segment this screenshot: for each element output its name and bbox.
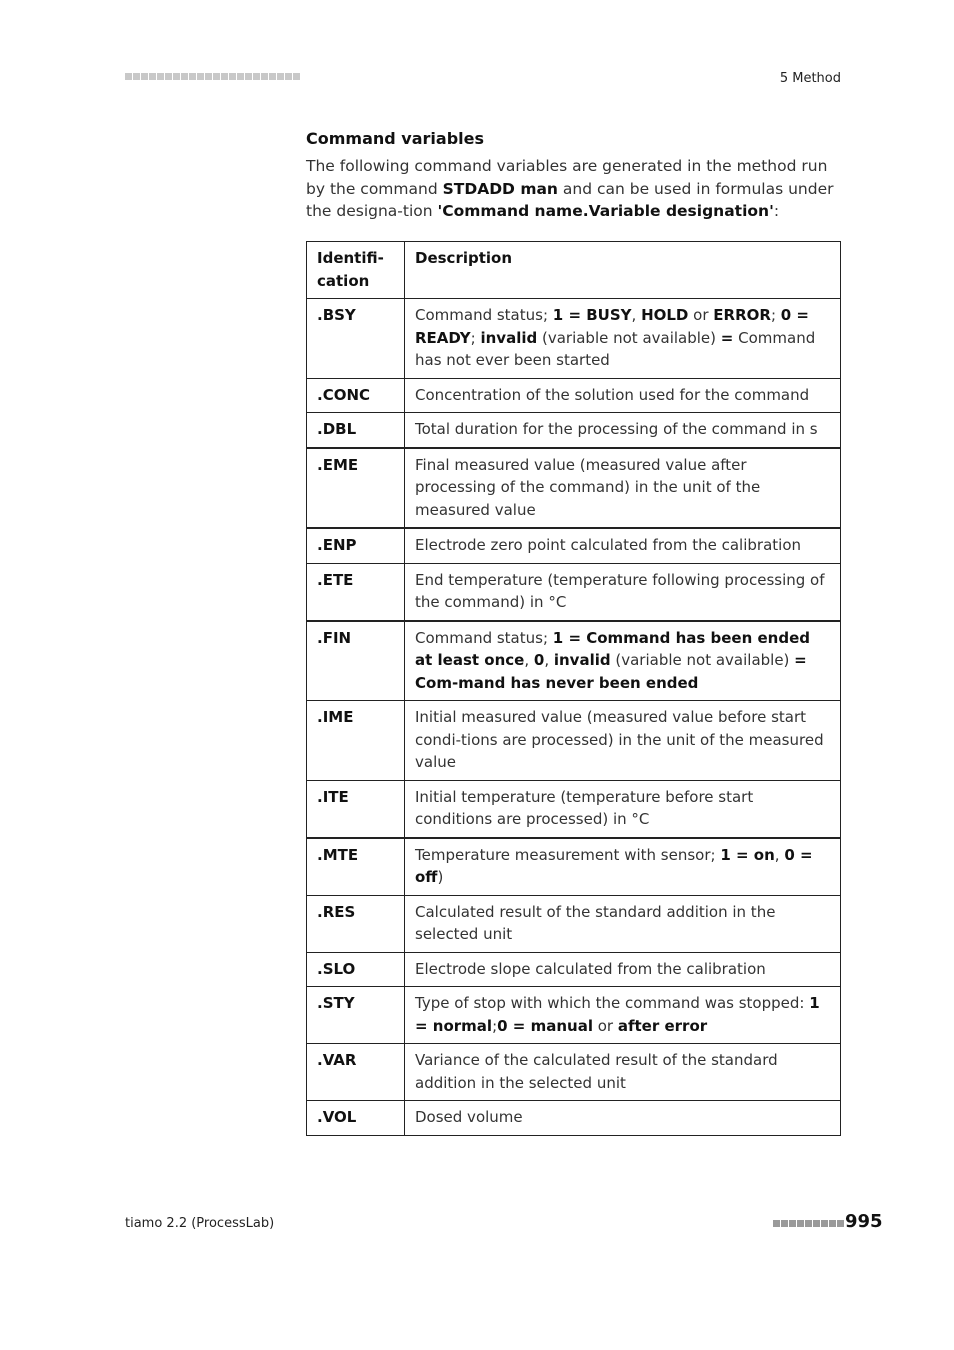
description-emphasis: 0 = manual <box>497 1016 593 1035</box>
table-row <box>307 780 841 838</box>
variable-id: .CONC <box>307 378 405 413</box>
description-emphasis: invalid <box>553 651 611 669</box>
variable-description <box>405 895 841 952</box>
variable-description <box>405 448 841 529</box>
table-row <box>307 838 841 896</box>
variable-id: .ETE <box>307 563 405 621</box>
variable-id: .RES <box>307 895 405 952</box>
variable-id: .IME <box>307 701 405 781</box>
variable-description <box>405 1101 841 1136</box>
variable-id: .ITE <box>307 780 405 838</box>
variable-id: .DBL <box>307 413 405 448</box>
description-text: or <box>592 1016 618 1035</box>
table-header-row <box>307 242 841 299</box>
intro-text: The following command variables are generated in the method run by the command <box>306 157 828 198</box>
variable-description <box>405 1044 841 1101</box>
variable-description <box>405 701 841 781</box>
variable-description <box>405 987 841 1044</box>
variable-description <box>405 780 841 838</box>
description-text: Concentration of the solution used for the command <box>415 385 810 404</box>
table-row <box>307 448 841 529</box>
variable-id: .EME <box>307 448 405 529</box>
command-name: STDADD man <box>442 179 558 198</box>
description-text: (variable not available) <box>537 328 721 347</box>
description-text: End temperature (temperature following processing of the command) in °C <box>415 570 825 611</box>
variable-description <box>405 952 841 987</box>
description-emphasis: 1 = normal <box>415 994 820 1035</box>
description-emphasis: invalid <box>480 328 538 347</box>
header-identification: Identifi-cation <box>307 242 405 299</box>
variable-description <box>405 378 841 413</box>
description-text: Total duration for the processing of the command in s <box>415 420 818 438</box>
variable-description <box>405 838 841 896</box>
table-row <box>307 952 841 987</box>
description-emphasis: after error <box>617 1016 708 1035</box>
table-row <box>307 1101 841 1136</box>
description-text: ) <box>437 868 444 886</box>
variable-id: .VAR <box>307 1044 405 1101</box>
description-emphasis: 1 = Command has been ended at least once <box>415 628 811 669</box>
footer-decoration <box>773 1220 844 1227</box>
description-text: Electrode slope calculated from the calibration <box>415 959 766 978</box>
table-row <box>307 895 841 952</box>
description-text: or <box>688 306 714 324</box>
header-description: Description <box>405 242 841 299</box>
table-body <box>307 299 841 1136</box>
description-emphasis: 0 = off <box>415 845 813 886</box>
designation-format: 'Command name.Variable designation' <box>437 202 774 220</box>
description-text: , <box>544 651 554 669</box>
intro-paragraph <box>306 155 841 223</box>
description-text: Dosed volume <box>415 1108 523 1126</box>
description-text: ; <box>470 328 481 347</box>
description-emphasis: ERROR <box>713 306 771 324</box>
table-row <box>307 299 841 379</box>
description-text: ; <box>770 306 781 324</box>
table-row <box>307 701 841 781</box>
variable-description <box>405 621 841 701</box>
table-row <box>307 563 841 621</box>
variable-description <box>405 299 841 379</box>
description-text: Command has not ever been started <box>415 328 816 369</box>
description-text: Command status; <box>415 628 553 647</box>
table-row <box>307 528 841 563</box>
table-row <box>307 413 841 448</box>
section-title: Command variables <box>306 129 484 148</box>
table-row <box>307 378 841 413</box>
command-variables-table <box>306 241 841 1136</box>
intro-text: and can be used in formulas under the designa-tion <box>306 179 834 220</box>
variable-id: .STY <box>307 987 405 1044</box>
variable-id: .SLO <box>307 952 405 987</box>
description-text: , <box>524 651 534 669</box>
description-emphasis: 0 <box>533 651 545 669</box>
description-emphasis: 0 = READY <box>415 306 809 347</box>
description-text: Command status; <box>415 306 553 324</box>
description-text: Calculated result of the standard addition in the selected unit <box>415 902 776 943</box>
variable-id: .BSY <box>307 299 405 379</box>
description-emphasis: HOLD <box>641 306 689 324</box>
description-text: (variable not available) <box>610 651 795 669</box>
description-text: , <box>631 306 642 324</box>
description-text: Variance of the calculated result of the standard addition in the selected unit <box>415 1051 778 1092</box>
variable-description <box>405 563 841 621</box>
table-row <box>307 1044 841 1101</box>
description-text: Initial temperature (temperature before start conditions are processed) in °C <box>415 787 754 828</box>
variable-description <box>405 413 841 448</box>
table-row <box>307 621 841 701</box>
variable-description <box>405 528 841 563</box>
description-text: Final measured value (measured value after processing of the command) in the unit of the measured value <box>415 455 761 519</box>
product-name: tiamo 2.2 (ProcessLab) <box>125 1216 275 1231</box>
description-emphasis: = <box>720 328 734 347</box>
intro-text: : <box>773 202 780 220</box>
description-text: Electrode zero point calculated from the calibration <box>415 536 802 554</box>
description-text: Initial measured value (measured value before start condi-tions are processed) in the unit of the measured value <box>415 708 824 771</box>
chapter-title: 5 Method <box>779 71 841 86</box>
variable-id: .VOL <box>307 1101 405 1136</box>
table-row <box>307 987 841 1044</box>
description-emphasis: 1 = BUSY <box>552 306 632 324</box>
page-number: 995 <box>845 1211 883 1232</box>
description-text: Temperature measurement with sensor; <box>415 845 721 864</box>
variable-id: .ENP <box>307 528 405 563</box>
description-text: Type of stop with which the command was stopped: <box>415 994 810 1012</box>
variable-id: .MTE <box>307 838 405 896</box>
description-text: ; <box>492 1016 498 1035</box>
description-emphasis: = Com-mand has never been ended <box>415 651 807 692</box>
description-emphasis: 1 = on <box>720 845 775 864</box>
header-decoration <box>125 73 300 80</box>
description-text: , <box>774 845 785 864</box>
variable-id: .FIN <box>307 621 405 701</box>
